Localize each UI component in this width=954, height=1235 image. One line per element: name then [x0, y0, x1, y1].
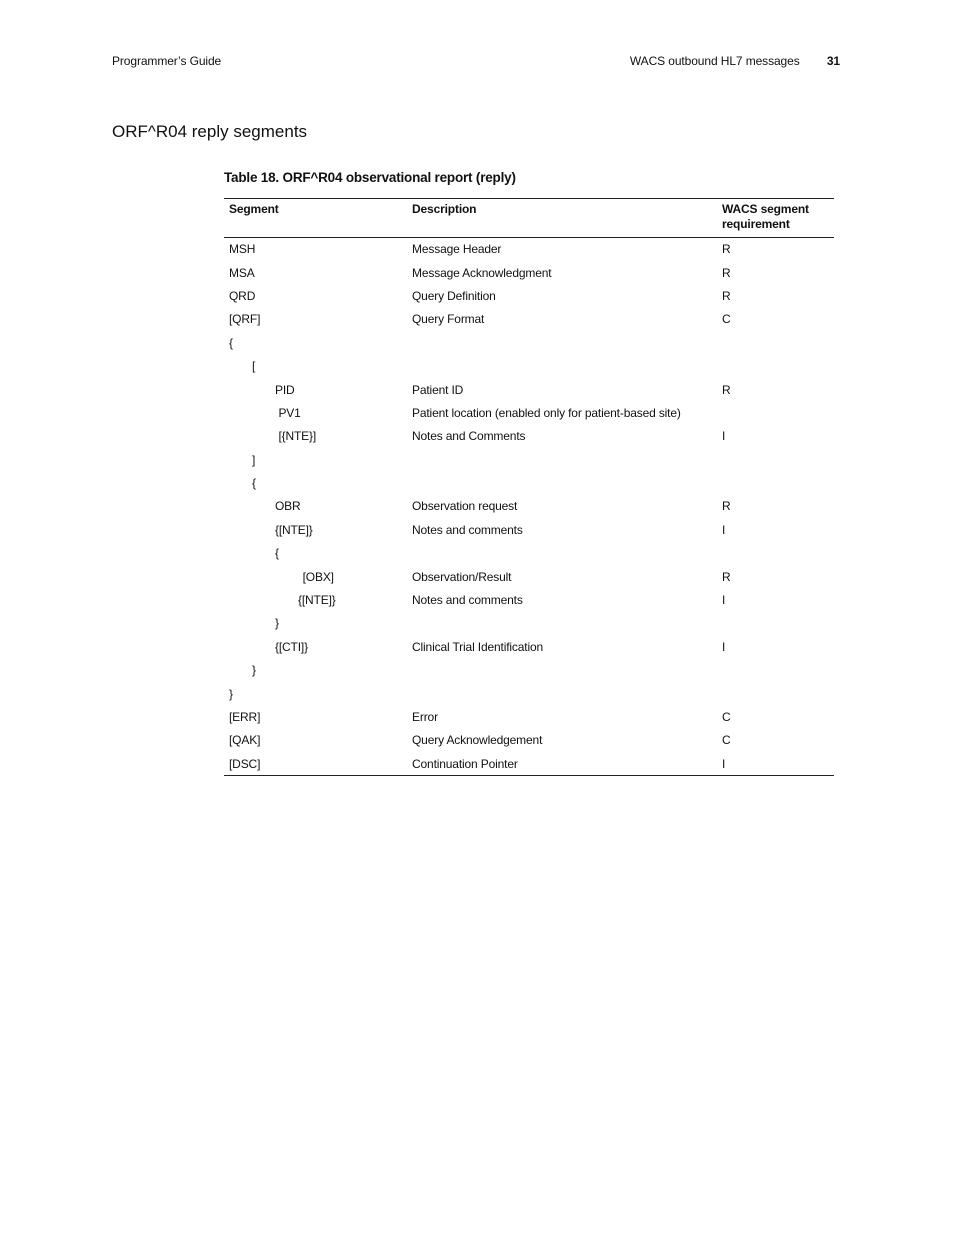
- requirement-cell: [717, 448, 834, 471]
- table-row: [224, 752, 834, 775]
- segment-cell: [: [252, 359, 256, 374]
- header-guide-title: Programmer’s Guide: [112, 54, 222, 68]
- description-cell: [407, 331, 717, 354]
- table-row: [224, 729, 834, 752]
- segment-cell: {[NTE]}: [298, 593, 336, 608]
- requirement-cell: C: [722, 312, 731, 327]
- description-cell: Observation request: [412, 499, 518, 514]
- segment-cell: [QAK]: [229, 733, 261, 748]
- requirement-cell: [717, 471, 834, 494]
- segment-cell: {: [229, 335, 233, 350]
- table-row: [224, 682, 834, 705]
- table-row: [224, 612, 834, 635]
- segment-cell: {: [275, 546, 279, 561]
- requirement-cell: I: [722, 756, 726, 771]
- segment-cell: OBR: [275, 499, 301, 514]
- description-cell: Message Header: [412, 242, 502, 257]
- requirement-cell: [717, 612, 834, 635]
- column-header-description: Description: [412, 202, 477, 216]
- running-header: [112, 52, 840, 70]
- requirement-cell: R: [722, 265, 731, 280]
- table-row: [224, 378, 834, 401]
- description-cell: Query Acknowledgement: [412, 733, 543, 748]
- requirement-cell: [717, 401, 834, 424]
- description-cell: Query Definition: [412, 288, 496, 303]
- segment-cell: }: [275, 616, 279, 631]
- description-cell: [407, 659, 717, 682]
- requirement-cell: [717, 682, 834, 705]
- requirement-cell: R: [722, 288, 731, 303]
- segment-cell: [QRF]: [229, 312, 261, 327]
- description-cell: [407, 682, 717, 705]
- column-header-requirement: WACS segment requirement: [722, 202, 809, 231]
- requirement-cell: C: [722, 710, 731, 724]
- requirement-cell: [717, 331, 834, 354]
- segment-cell: ]: [252, 452, 256, 467]
- requirement-cell: R: [722, 382, 731, 397]
- segment-cell: {[CTI]}: [275, 639, 308, 654]
- table-row: [224, 495, 834, 518]
- header-chapter: [630, 52, 840, 70]
- description-cell: Observation/Result: [412, 569, 512, 584]
- segment-cell: {[NTE]}: [275, 522, 313, 537]
- table-row: [224, 542, 834, 565]
- description-cell: [407, 542, 717, 565]
- table-row: [224, 284, 834, 307]
- segment-cell: [OBX]: [302, 569, 334, 584]
- description-cell: Patient location (enabled only for patient-based site): [412, 405, 681, 420]
- requirement-cell: I: [722, 429, 726, 444]
- requirement-cell: I: [722, 593, 726, 608]
- requirement-cell: R: [722, 499, 731, 514]
- table-row: [224, 401, 834, 424]
- description-cell: Notes and comments: [412, 593, 523, 608]
- table-header-row: [224, 199, 834, 238]
- table-row: [224, 705, 834, 728]
- segment-cell: }: [252, 663, 256, 678]
- segment-cell: QRD: [229, 288, 256, 303]
- section-heading: ORF^R04 reply segments: [112, 122, 308, 141]
- description-cell: [407, 471, 717, 494]
- table-row: [224, 448, 834, 471]
- description-cell: [407, 354, 717, 377]
- header-chapter-title: WACS outbound HL7 messages: [629, 54, 800, 68]
- description-cell: Error: [412, 710, 438, 724]
- requirement-cell: I: [722, 522, 726, 537]
- description-cell: [407, 448, 717, 471]
- requirement-cell: R: [722, 242, 731, 257]
- requirement-cell: [717, 542, 834, 565]
- table-caption: Table 18. ORF^R04 observational report (reply): [224, 170, 516, 185]
- table-row: [224, 588, 834, 611]
- table-row: [224, 238, 834, 261]
- table-row: [224, 425, 834, 448]
- table-body: [224, 238, 834, 776]
- description-cell: [407, 612, 717, 635]
- requirement-cell: I: [722, 639, 726, 654]
- column-header-segment: Segment: [229, 202, 279, 216]
- segment-cell: MSH: [229, 242, 256, 257]
- segment-cell: [{NTE}]: [278, 429, 317, 444]
- table-row: [224, 331, 834, 354]
- table-row: [224, 565, 834, 588]
- description-cell: Message Acknowledgment: [412, 265, 552, 280]
- description-cell: Clinical Trial Identification: [412, 639, 544, 654]
- description-cell: Notes and comments: [412, 522, 523, 537]
- table-row: [224, 308, 834, 331]
- table-row: [224, 471, 834, 494]
- segment-cell: {: [252, 476, 256, 491]
- requirement-cell: C: [722, 733, 731, 748]
- page-number: 31: [826, 54, 840, 68]
- table-row: [224, 518, 834, 541]
- requirement-cell: R: [722, 569, 731, 584]
- segment-cell: }: [229, 686, 233, 701]
- description-cell: Notes and Comments: [412, 429, 526, 444]
- segment-cell: PV1: [278, 405, 301, 420]
- segment-cell: [DSC]: [229, 756, 261, 771]
- segment-cell: PID: [275, 382, 295, 397]
- table-row: [224, 354, 834, 377]
- segment-cell: [ERR]: [229, 710, 261, 724]
- requirement-cell: [717, 354, 834, 377]
- segment-table: [224, 198, 834, 776]
- table-row: [224, 635, 834, 658]
- table-row: [224, 659, 834, 682]
- description-cell: Patient ID: [412, 382, 464, 397]
- description-cell: Continuation Pointer: [412, 756, 518, 771]
- requirement-cell: [717, 659, 834, 682]
- table-row: [224, 261, 834, 284]
- description-cell: Query Format: [412, 312, 485, 327]
- segment-cell: MSA: [229, 265, 255, 280]
